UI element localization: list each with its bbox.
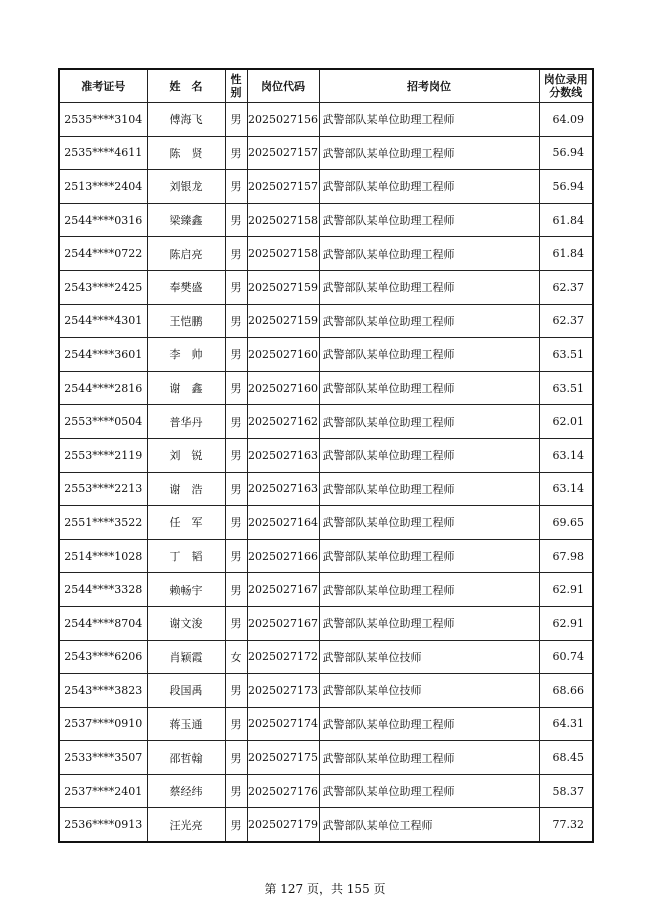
cell-post: 武警部队某单位助理工程师 <box>319 304 539 338</box>
cell-name: 陈启亮 <box>147 237 225 271</box>
cell-gender: 男 <box>225 237 247 271</box>
cell-name: 傅海飞 <box>147 103 225 137</box>
cell-post-code: 2025027173 <box>247 674 319 708</box>
cell-name: 邵哲翰 <box>147 741 225 775</box>
cell-score: 68.45 <box>539 741 593 775</box>
results-table <box>58 68 594 843</box>
header-score-line2: 分数线 <box>549 86 583 99</box>
table-row <box>59 438 593 472</box>
cell-post-code: 2025027157 <box>247 136 319 170</box>
table-row <box>59 808 593 842</box>
table-row <box>59 573 593 607</box>
cell-post: 武警部队某单位助理工程师 <box>319 405 539 439</box>
cell-gender: 男 <box>225 472 247 506</box>
header-gender-line1: 性 <box>230 73 242 86</box>
cell-gender: 男 <box>225 808 247 842</box>
cell-post-code: 2025027174 <box>247 707 319 741</box>
cell-exam-id: 2544****8704 <box>59 606 147 640</box>
cell-post: 武警部队某单位助理工程师 <box>319 606 539 640</box>
cell-name: 梁臻鑫 <box>147 203 225 237</box>
cell-name: 丁 韬 <box>147 539 225 573</box>
cell-score: 62.01 <box>539 405 593 439</box>
cell-post-code: 2025027172 <box>247 640 319 674</box>
cell-gender: 男 <box>225 170 247 204</box>
header-exam-id: 准考证号 <box>59 69 147 103</box>
cell-name: 奉樊盛 <box>147 270 225 304</box>
table-row <box>59 136 593 170</box>
cell-post: 武警部队某单位助理工程师 <box>319 237 539 271</box>
cell-name: 任 军 <box>147 506 225 540</box>
cell-name: 刘银龙 <box>147 170 225 204</box>
cell-score: 56.94 <box>539 136 593 170</box>
cell-post-code: 2025027156 <box>247 103 319 137</box>
cell-post: 武警部队某单位助理工程师 <box>319 774 539 808</box>
cell-name: 谢 浩 <box>147 472 225 506</box>
header-score-line1: 岗位录用 <box>543 73 588 86</box>
cell-post-code: 2025027158 <box>247 237 319 271</box>
cell-score: 63.14 <box>539 438 593 472</box>
cell-post-code: 2025027160 <box>247 338 319 372</box>
cell-name: 王恺鹏 <box>147 304 225 338</box>
cell-post: 武警部队某单位助理工程师 <box>319 741 539 775</box>
table-row <box>59 270 593 304</box>
cell-score: 77.32 <box>539 808 593 842</box>
cell-post: 武警部队某单位助理工程师 <box>319 103 539 137</box>
cell-gender: 男 <box>225 606 247 640</box>
header-post: 招考岗位 <box>319 69 539 103</box>
cell-exam-id: 2543****2425 <box>59 270 147 304</box>
cell-exam-id: 2553****2119 <box>59 438 147 472</box>
cell-score: 62.37 <box>539 304 593 338</box>
cell-gender: 男 <box>225 438 247 472</box>
cell-gender: 男 <box>225 203 247 237</box>
header-score <box>539 69 593 103</box>
cell-exam-id: 2535****4611 <box>59 136 147 170</box>
results-table-container <box>58 68 592 843</box>
cell-post-code: 2025027167 <box>247 606 319 640</box>
cell-post-code: 2025027175 <box>247 741 319 775</box>
cell-name: 普华丹 <box>147 405 225 439</box>
cell-exam-id: 2537****2401 <box>59 774 147 808</box>
table-row <box>59 304 593 338</box>
cell-score: 64.31 <box>539 707 593 741</box>
cell-post: 武警部队某单位助理工程师 <box>319 539 539 573</box>
cell-gender: 男 <box>225 674 247 708</box>
cell-gender: 男 <box>225 741 247 775</box>
table-row <box>59 103 593 137</box>
cell-post-code: 2025027160 <box>247 371 319 405</box>
cell-exam-id: 2553****2213 <box>59 472 147 506</box>
cell-score: 63.51 <box>539 338 593 372</box>
header-gender-line2: 别 <box>230 86 242 99</box>
cell-score: 67.98 <box>539 539 593 573</box>
table-row <box>59 774 593 808</box>
cell-score: 63.14 <box>539 472 593 506</box>
cell-gender: 男 <box>225 539 247 573</box>
cell-name: 肖颖霞 <box>147 640 225 674</box>
cell-score: 58.37 <box>539 774 593 808</box>
cell-post: 武警部队某单位助理工程师 <box>319 506 539 540</box>
cell-name: 汪光亮 <box>147 808 225 842</box>
cell-gender: 男 <box>225 405 247 439</box>
cell-score: 62.91 <box>539 606 593 640</box>
cell-exam-id: 2533****3507 <box>59 741 147 775</box>
table-row <box>59 741 593 775</box>
cell-score: 61.84 <box>539 203 593 237</box>
cell-gender: 男 <box>225 136 247 170</box>
cell-score: 62.91 <box>539 573 593 607</box>
cell-post-code: 2025027163 <box>247 438 319 472</box>
cell-post: 武警部队某单位助理工程师 <box>319 438 539 472</box>
cell-exam-id: 2551****3522 <box>59 506 147 540</box>
cell-score: 69.65 <box>539 506 593 540</box>
cell-name: 陈 贤 <box>147 136 225 170</box>
cell-post-code: 2025027163 <box>247 472 319 506</box>
header-post-code: 岗位代码 <box>247 69 319 103</box>
cell-post-code: 2025027157 <box>247 170 319 204</box>
cell-gender: 男 <box>225 304 247 338</box>
cell-exam-id: 2514****1028 <box>59 539 147 573</box>
cell-exam-id: 2537****0910 <box>59 707 147 741</box>
table-row <box>59 640 593 674</box>
cell-post: 武警部队某单位助理工程师 <box>319 270 539 304</box>
table-row <box>59 203 593 237</box>
table-row <box>59 237 593 271</box>
cell-post-code: 2025027176 <box>247 774 319 808</box>
cell-name: 李 帅 <box>147 338 225 372</box>
cell-score: 56.94 <box>539 170 593 204</box>
cell-exam-id: 2544****3328 <box>59 573 147 607</box>
cell-post: 武警部队某单位助理工程师 <box>319 136 539 170</box>
table-row <box>59 707 593 741</box>
cell-score: 64.09 <box>539 103 593 137</box>
cell-gender: 男 <box>225 774 247 808</box>
cell-post: 武警部队某单位助理工程师 <box>319 170 539 204</box>
cell-post: 武警部队某单位技师 <box>319 674 539 708</box>
cell-post-code: 2025027179 <box>247 808 319 842</box>
cell-name: 蔡经纬 <box>147 774 225 808</box>
cell-post-code: 2025027164 <box>247 506 319 540</box>
cell-gender: 男 <box>225 371 247 405</box>
table-row <box>59 674 593 708</box>
cell-score: 68.66 <box>539 674 593 708</box>
cell-gender: 男 <box>225 707 247 741</box>
cell-score: 63.51 <box>539 371 593 405</box>
cell-post-code: 2025027162 <box>247 405 319 439</box>
cell-post: 武警部队某单位助理工程师 <box>319 371 539 405</box>
cell-exam-id: 2535****3104 <box>59 103 147 137</box>
cell-post: 武警部队某单位助理工程师 <box>319 472 539 506</box>
table-row <box>59 606 593 640</box>
cell-name: 赖畅宇 <box>147 573 225 607</box>
cell-post: 武警部队某单位工程师 <box>319 808 539 842</box>
cell-gender: 男 <box>225 573 247 607</box>
cell-post-code: 2025027159 <box>247 304 319 338</box>
header-name: 姓 名 <box>147 69 225 103</box>
table-row <box>59 472 593 506</box>
cell-exam-id: 2544****0722 <box>59 237 147 271</box>
cell-post: 武警部队某单位助理工程师 <box>319 707 539 741</box>
cell-name: 谢 鑫 <box>147 371 225 405</box>
cell-post-code: 2025027166 <box>247 539 319 573</box>
cell-exam-id: 2543****6206 <box>59 640 147 674</box>
cell-gender: 女 <box>225 640 247 674</box>
cell-exam-id: 2543****3823 <box>59 674 147 708</box>
cell-post: 武警部队某单位技师 <box>319 640 539 674</box>
table-row <box>59 371 593 405</box>
cell-exam-id: 2536****0913 <box>59 808 147 842</box>
cell-gender: 男 <box>225 506 247 540</box>
cell-exam-id: 2513****2404 <box>59 170 147 204</box>
table-row <box>59 405 593 439</box>
cell-post: 武警部队某单位助理工程师 <box>319 573 539 607</box>
table-row <box>59 338 593 372</box>
cell-name: 段国禹 <box>147 674 225 708</box>
cell-exam-id: 2544****4301 <box>59 304 147 338</box>
cell-post: 武警部队某单位助理工程师 <box>319 338 539 372</box>
cell-score: 61.84 <box>539 237 593 271</box>
cell-post: 武警部队某单位助理工程师 <box>319 203 539 237</box>
cell-name: 刘 锐 <box>147 438 225 472</box>
cell-exam-id: 2544****3601 <box>59 338 147 372</box>
cell-post-code: 2025027158 <box>247 203 319 237</box>
cell-post-code: 2025027159 <box>247 270 319 304</box>
header-gender <box>225 69 247 103</box>
cell-exam-id: 2544****2816 <box>59 371 147 405</box>
cell-exam-id: 2544****0316 <box>59 203 147 237</box>
cell-post-code: 2025027167 <box>247 573 319 607</box>
cell-exam-id: 2553****0504 <box>59 405 147 439</box>
table-header-row <box>59 69 593 103</box>
cell-gender: 男 <box>225 338 247 372</box>
cell-name: 蒋玉通 <box>147 707 225 741</box>
table-row <box>59 539 593 573</box>
cell-gender: 男 <box>225 270 247 304</box>
table-body <box>59 103 593 843</box>
table-row <box>59 506 593 540</box>
table-row <box>59 170 593 204</box>
cell-score: 62.37 <box>539 270 593 304</box>
cell-gender: 男 <box>225 103 247 137</box>
page-footer: 第 127 页，共 155 页 <box>264 882 386 896</box>
cell-name: 谢文浚 <box>147 606 225 640</box>
cell-score: 60.74 <box>539 640 593 674</box>
